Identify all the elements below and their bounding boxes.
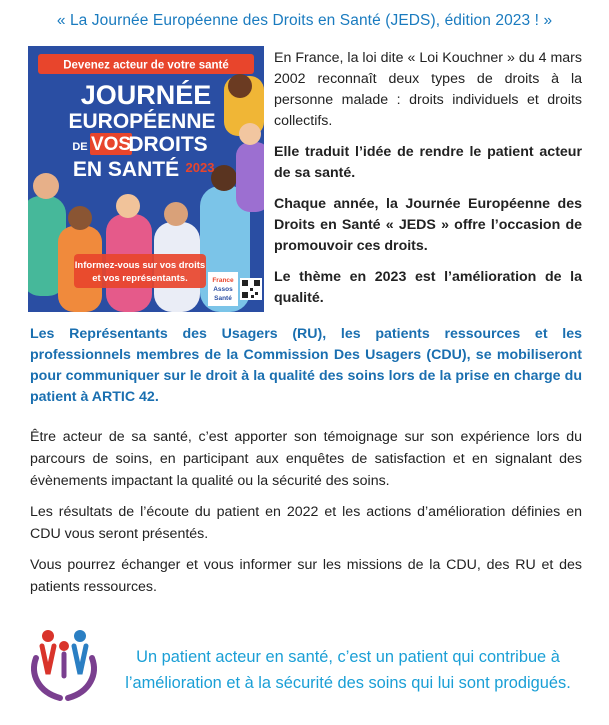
poster-illustration [28, 46, 264, 312]
jeds-poster [28, 46, 264, 312]
intro-paragraph-2: Elle traduit l’idée de rendre le patient acteur de sa santé. [274, 144, 582, 181]
poster-heading-vos: VOS [90, 134, 132, 155]
brand-line2: Assos [213, 286, 233, 293]
brand-line3: Santé [214, 295, 232, 302]
intro-text [274, 48, 582, 319]
body-paragraph-1: Être acteur de sa santé, c’est apporter son témoignage sur son expérience lors du parcours de soins, en participant aux enquêtes de satisfaction et en signalant des évènements impactant la qualité ou la sécurité des soins. [30, 429, 582, 489]
qr-code-icon [240, 278, 262, 300]
poster-heading-droits: DROITS [128, 133, 208, 156]
body-paragraph-3: Vous pourrez échanger et vous informer sur les missions de la CDU, des RU et des patients ressources. [30, 557, 582, 595]
intro-paragraph-1: En France, la loi dite « Loi Kouchner » du 4 mars 2002 reconnaît deux types de droits à la personne malade : droits individuels et droits collectifs. [274, 50, 582, 129]
patient-actor-logo-icon [26, 624, 102, 704]
poster-heading-line4: EN SANTÉ [72, 158, 180, 181]
slogan-line2: l’amélioration et à la sécurité des soins qui lui sont prodigués. [125, 674, 571, 692]
poster-year: 2023 [185, 160, 215, 175]
ru-paragraph: Les Représentants des Usagers (RU), les patients ressources et les professionnels membres de la Commission Des Usagers (CDU), se mobiliseront pour communiquer sur le droit à la qualité des soins lors de la prise en charge du patient à ARTIC 42. [30, 326, 582, 405]
poster-info-line2: et vos représentants. [92, 273, 188, 284]
poster-heading-line2: EUROPÉENNE [68, 110, 216, 133]
poster-heading-de: DE [72, 141, 88, 153]
page-title: « La Journée Européenne des Droits en Santé (JEDS), édition 2023 ! » [56, 12, 553, 29]
slogan [104, 644, 592, 696]
intro-paragraph-4: Le thème en 2023 est l’amélioration de la qualité. [274, 269, 582, 306]
slogan-line1: Un patient acteur en santé, c’est un patient qui contribue à [136, 648, 560, 666]
poster-heading-line1: JOURNÉE [80, 80, 212, 110]
brand-line1: France [212, 277, 234, 284]
intro-paragraph-3: Chaque année, la Journée Européenne des Droits en Santé « JEDS » offre l’occasion de promouvoir ces droits. [274, 196, 582, 254]
poster-info-line1: Informez-vous sur vos droits [74, 260, 206, 271]
body-paragraph-2: Les résultats de l’écoute du patient en 2022 et les actions d’amélioration définies en CDU vous seront présentés. [30, 504, 582, 542]
body-text [30, 426, 582, 607]
poster-banner-text: Devenez acteur de votre santé [63, 59, 229, 72]
